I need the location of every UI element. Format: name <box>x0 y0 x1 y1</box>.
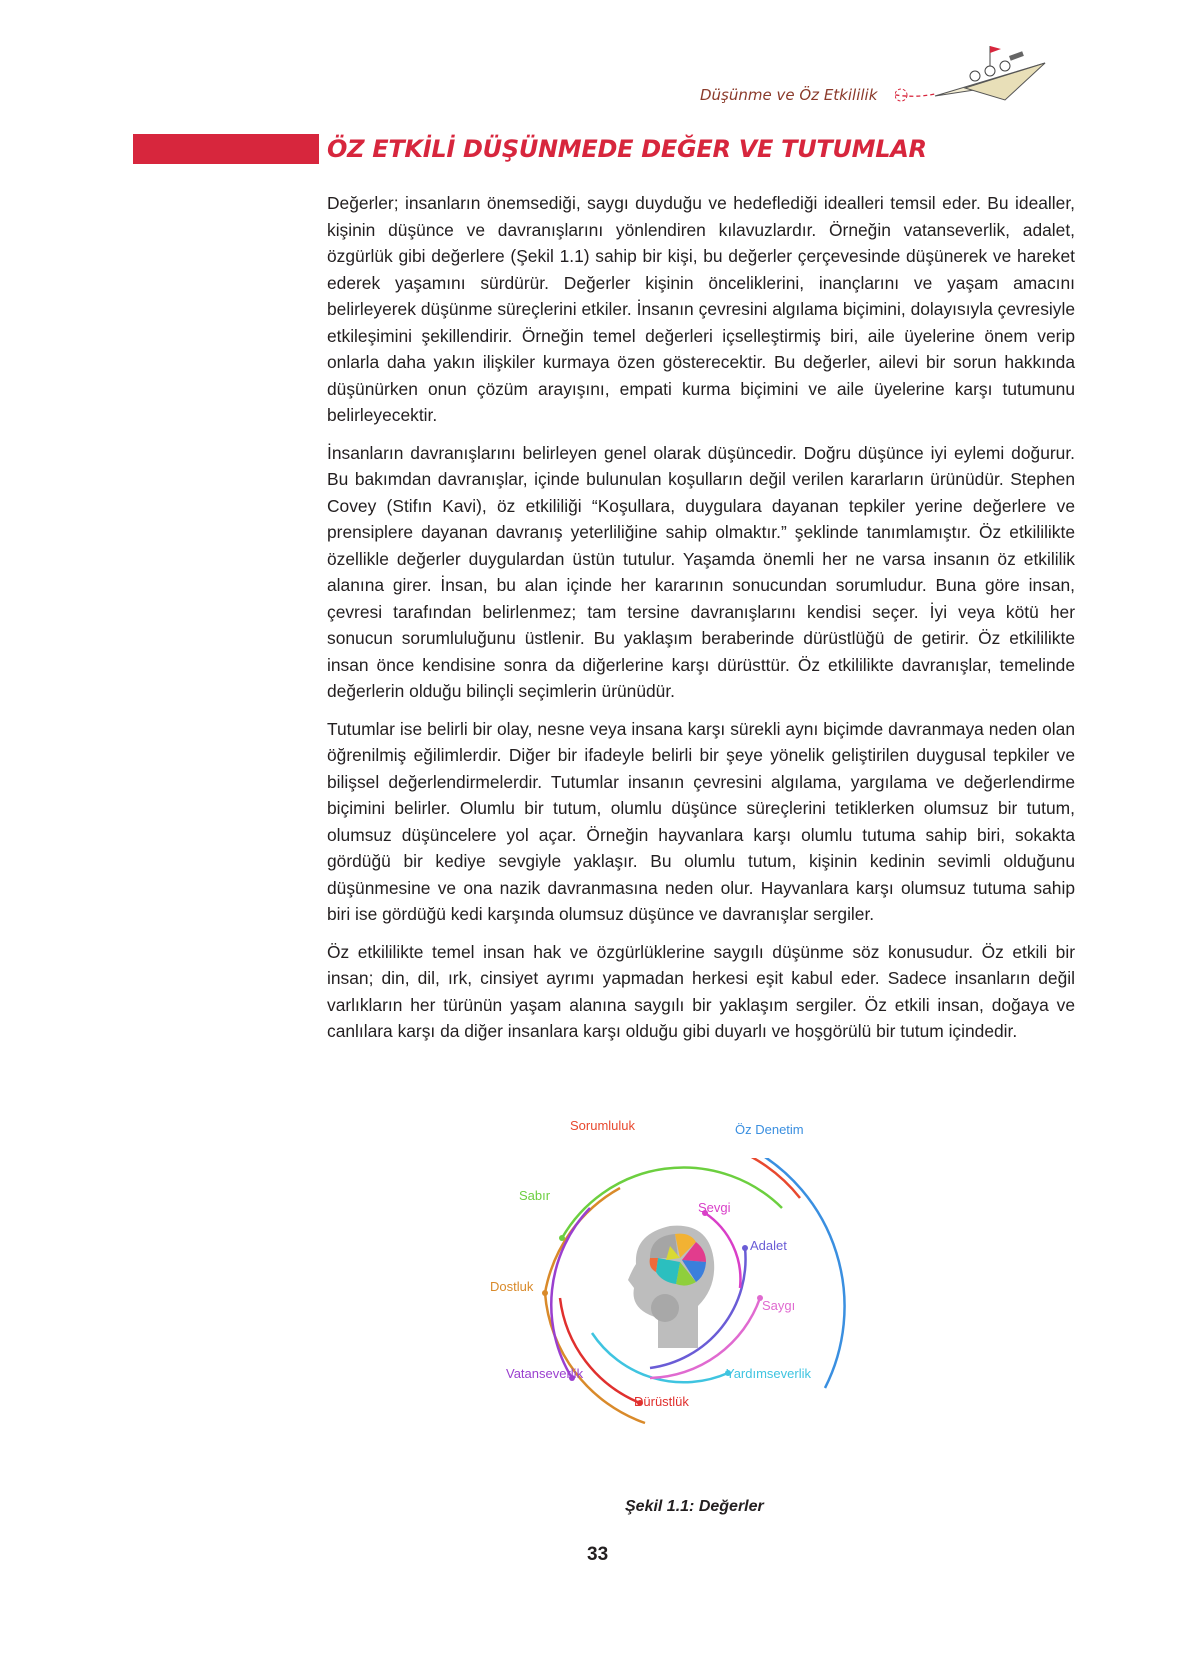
paragraph: Değerler; insanların önemsediği, saygı duyduğu ve hedeflediği idealleri temsil eder. Bu idealler, kişinin düşünce ve davranışlarını yönlendiren kılavuzlardır. Örneğin vatanseverlik, adalet, özgürlük gibi değerlere (Şekil 1.1) sahip bir kişi, bu değerler çerçevesinde düşünerek ve hareket ederek yaşamını sürdürür. Değerler kişinin önceliklerini, inançlarını ve yaşam amacını belirleyerek düşünme süreçlerini etkiler. İnsanın çevresini algılama biçimini, dolayısıyla çevresiyle etkileşimini şekillendirir. Örneğin temel değerleri içselleştirmiş biri, aile üyelerine önem verip onlarla daha yakın ilişkiler kurmaya özen gösterecektir. Bu değerler, ailevi bir sorun hakkında düşünürken onun çözüm arayışını, empati kurma biçimini ve aile üyelerine karşı tutumunu belirleyecektir. <box>327 193 1075 425</box>
label-yardimseverlik: Yardımseverlik <box>726 1366 812 1381</box>
label-durustluk: Dürüstlük <box>634 1394 689 1409</box>
values-diagram-graphic <box>500 1158 880 1498</box>
label-dostluk: Dostluk <box>490 1279 534 1294</box>
label-sabir: Sabır <box>519 1188 551 1203</box>
body-text <box>327 190 1075 1056</box>
label-vatanseverlik: Vatanseverlik <box>506 1366 584 1381</box>
label-sevgi: Sevgi <box>698 1200 731 1215</box>
paragraph: Tutumlar ise belirli bir olay, nesne veya insana karşı sürekli aynı biçimde davranmaya neden olan öğrenilmiş eğilimlerdir. Diğer bir ifadeyle belirli bir şeye yönelik geliştirilen duygusal tepkiler ve bilişsel değerlendirmelerdir. Tutumlar insanın çevresini algılama, yargılama ve değerlendirme biçimini belirler. Olumlu bir tutum, olumlu düşünce süreçlerini tetiklerken olumsuz bir tutum, olumsuz düşüncelere yol açar. Örneğin hayvanlara karşı olumlu tutuma sahip biri, sokakta gördüğü bir kediye sevgiyle yaklaşır. Bu olumlu tutum, kişinin kedinin sevimli olduğunu düşünmesine ve ona nazik davranmasına neden olur. Hayvanlara karşı olumsuz tutuma sahip biri ise gördüğü kedi karşında olumsuz düşünce ve davranışlar sergiler. <box>327 718 1075 924</box>
label-sorumluluk: Sorumluluk <box>570 1118 636 1133</box>
values-diagram <box>490 1118 880 1498</box>
running-head: Düşünme ve Öz Etkililik <box>700 86 878 104</box>
page-number: 33 <box>587 1544 609 1565</box>
label-saygi: Saygı <box>762 1298 796 1313</box>
section-title: ÖZ ETKİLİ DÜŞÜNMEDE DEĞER VE TUTUMLAR <box>327 135 927 163</box>
paper-plane-illustration <box>895 38 1095 118</box>
figure-caption: Şekil 1.1: Değerler <box>625 1498 764 1515</box>
label-adalet: Adalet <box>750 1238 787 1253</box>
paragraph: İnsanların davranışlarını belirleyen genel olarak düşüncedir. Doğru düşünce iyi eylemi doğurur. Bu bakımdan davranışlar, içinde bulunulan koşulların değil verilen kararların ürünüdür. Stephen Covey (Stifın Kavi), öz etkililiği “Koşullara, duygulara dayanan tepkiler yerine değerlere ve prensiplere dayanan davranış yeterliliğine sahip olmaktır.” şeklinde tanımlamıştır. Öz etkililikte özellikle değerler duygulardan üstün tutulur. Yaşamda önemli her ne varsa insanın öz etkililik alanına girer. İnsan, bu alan içinde her kararının sonucundan sorumludur. Buna göre insan, çevresi tarafından belirlenmez; tam tersine davranışlarını kendisi seçer. İyi veya kötü her sonucun sorumluluğunu üstlenir. Bu yaklaşım beraberinde dürüstlüğü de getirir. Öz etkililikte insan önce kendisine sonra da diğerlerine karşı dürüsttür. Öz etkililikte davranışlar, temelinde değerlerin olduğu bilinçli seçimlerin ürünüdür. <box>327 442 1075 701</box>
title-accent-bar <box>133 134 319 164</box>
paragraph: Öz etkililikte temel insan hak ve özgürlüklerine saygılı düşünme söz konusudur. Öz etkili bir insan; din, dil, ırk, cinsiyet ayrımı yapmadan herkesi eşit kabul eder. Sadece insanların değil varlıkların her türünün yaşam alanına saygılı bir yaklaşım sergiler. Öz etkili insan, doğaya ve canlılara karşı da diğer insanlara karşı olduğu gibi duyarlı ve hoşgörülü bir tutum içindedir. <box>327 941 1075 1041</box>
label-oz-denetim: Öz Denetim <box>735 1122 804 1137</box>
